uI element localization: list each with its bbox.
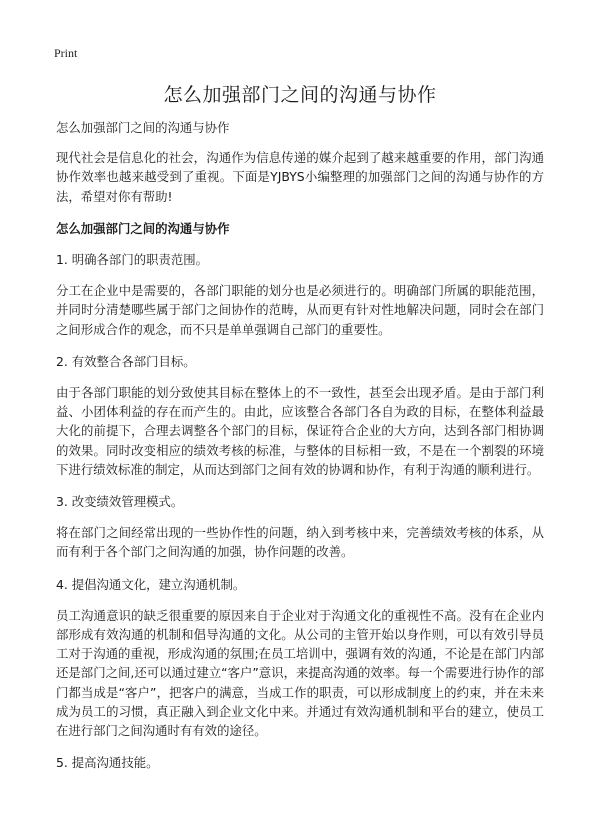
intro-paragraph: 现代社会是信息化的社会，沟通作为信息传递的媒介起到了越来越重要的作用，部门沟通协作效率也越来越受到了重视。下面是YJBYS小编整理的加强部门之间的沟通与协作的方法，希望对你有帮助! [56, 150, 544, 204]
item-heading-1: 1. 明确各部门的职责范围。 [56, 252, 209, 268]
item-body-4: 员工沟通意识的缺乏很重要的原因来自于企业对于沟通文化的重视性不高。没有在企业内部形成有效沟通的机制和倡导沟通的文化。从公司的主管开始以身作则，可以有效引导员工对于沟通的重视，形成沟通的氛围;在员工培训中，强调有效的沟通，不论是在部门内部还是部门之间,还可以通过建立“客户”意识，来提高沟通的效率。每一个需要进行协作的部门都当成是“客户”，把客户的满意，当成工作的职责，可以形成制度上的约束，并在未来成为员工的习惯，真正融入到企业文化中来。并通过有效沟通机制和平台的建立，使员工在进行部门之间沟通时有有效的途径。 [56, 607, 544, 739]
section-heading: 怎么加强部门之间的沟通与协作 [56, 220, 230, 236]
item-heading-3: 3. 改变绩效管理模式。 [56, 494, 184, 510]
article-subtitle: 怎么加强部门之间的沟通与协作 [56, 120, 230, 135]
page-title: 怎么加强部门之间的沟通与协作 [163, 84, 437, 106]
item-heading-5: 5. 提高沟通技能。 [56, 755, 159, 771]
item-body-2: 由于各部门职能的划分致使其目标在整体上的不一致性，甚至会出现矛盾。是由于部门利益、小团体利益的存在而产生的。由此，应该整合各部门各自为政的目标，在整体利益最大化的前提下，合理去调整各个部门的目标，保证符合企业的大方向，达到各部门相协调的效果。同时改变相应的绩效考核的标准，与整体的目标相一致，不是在一个割裂的环境下进行绩效标准的制定，从而达到部门之间有效的协调和协作，有利于沟通的顺利进行。 [56, 385, 544, 477]
article-body [56, 118, 544, 784]
item-body-1: 分工在企业中是需要的，各部门职能的划分也是必须进行的。明确部门所属的职能范围，并同时分清楚哪些属于部门之间协作的范畴，从而更有针对性地解决问题，同时会在部门之间形成合作的观念，而不只是单单强调自己部门的重要性。 [56, 283, 544, 337]
item-heading-2: 2. 有效整合各部门目标。 [56, 353, 196, 369]
item-body-3: 将在部门之间经常出现的一些协作性的问题，纳入到考核中来，完善绩效考核的体系，从而有利于各个部门之间沟通的加强，协作问题的改善。 [56, 525, 544, 560]
item-heading-4: 4. 提倡沟通文化，建立沟通机制。 [56, 576, 246, 592]
print-link[interactable]: Print [54, 46, 78, 60]
